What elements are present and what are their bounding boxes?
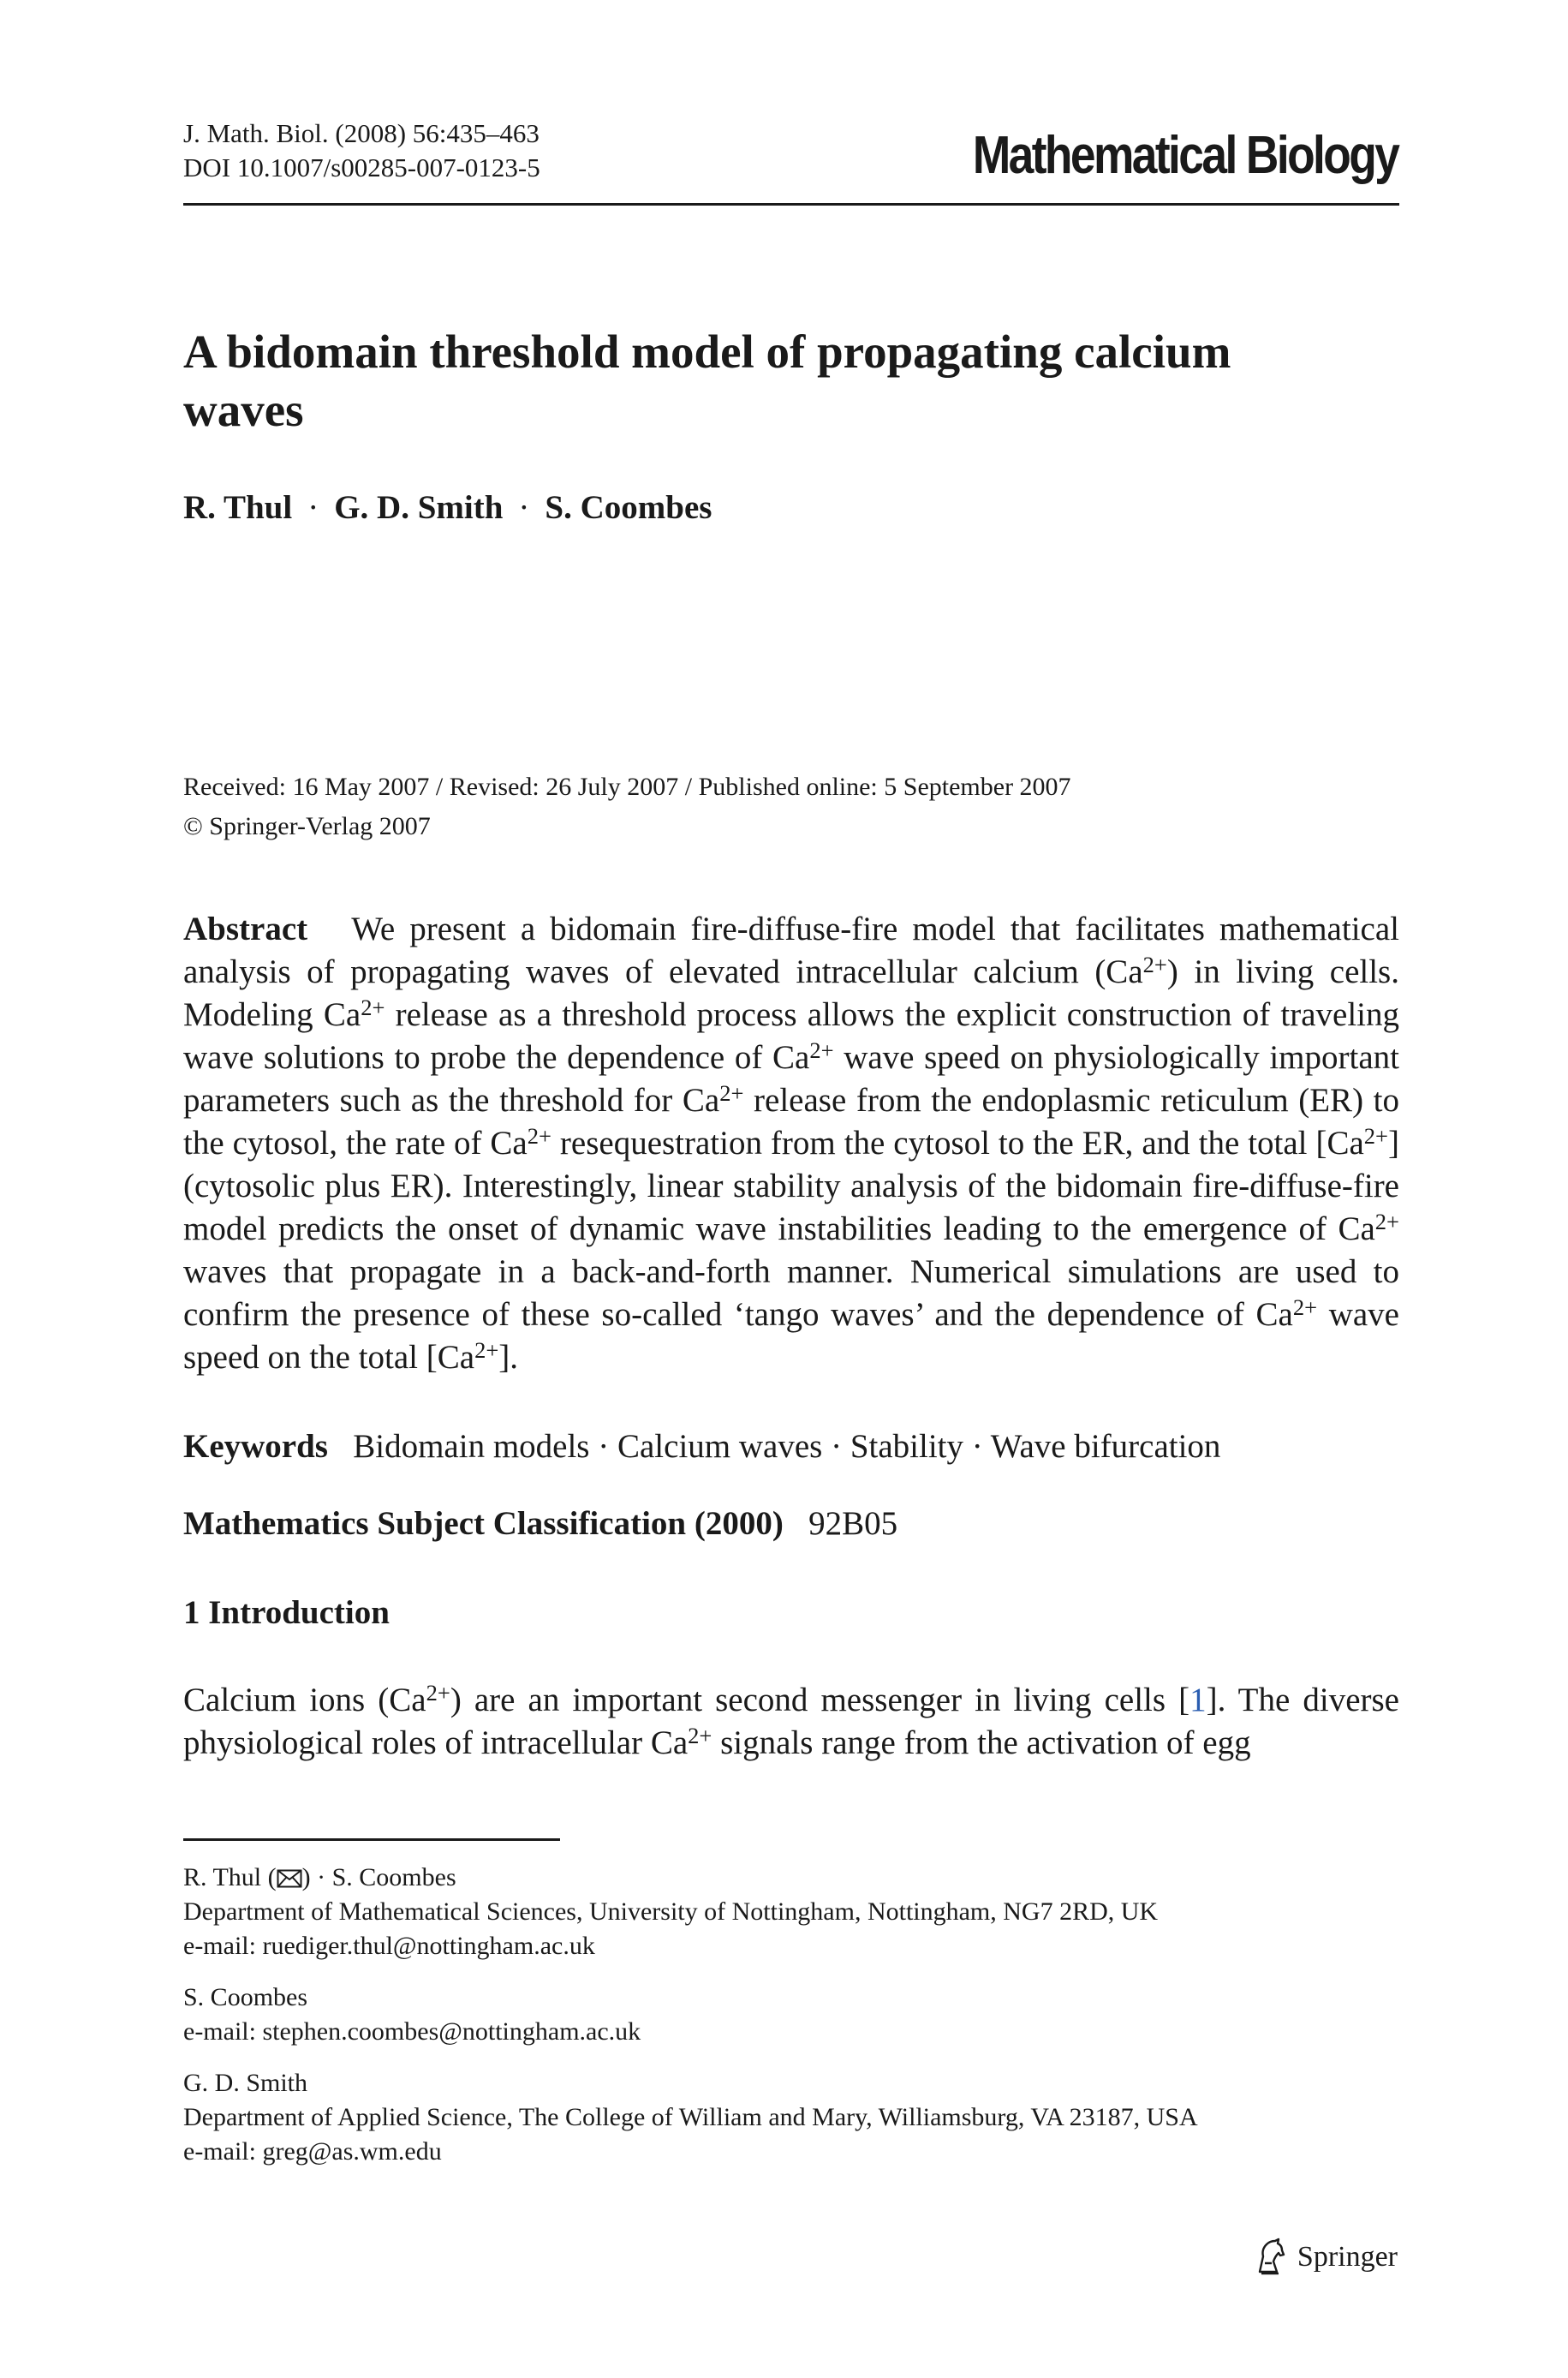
intro-text: Calcium ions (Ca [183,1682,426,1718]
subject-classification [183,1503,1399,1545]
email: e-mail: greg@as.wm.edu [183,2137,442,2166]
received-revised-published: Received: 16 May 2007 / Revised: 26 July 2007 / Published online: 5 September 2007 [183,773,1071,801]
superscript: 2+ [426,1680,450,1706]
abstract-text: We present a bidomain fire-diffuse-fire model that facilitates mathematical analysis of propagating waves of elevated intracellular calcium (Ca [183,911,1399,990]
superscript: 2+ [361,995,385,1021]
paper-title: A bidomain threshold model of propagating calcium waves [183,326,1231,436]
publisher-name: Springer [1297,2241,1398,2273]
abstract-text: ) in living cells. Modeling Ca [183,953,1399,1033]
author-name: R. Thul [183,489,293,526]
author-separator: · [307,489,319,526]
author-name: G. D. Smith [334,489,504,526]
abstract-text: wave speed on the total [Ca [183,1296,1399,1376]
keywords [183,1425,1399,1468]
footnote-authors [183,1861,1158,1895]
keywords-text: Bidomain models · Calcium waves · Stability · Wave bifurcation [353,1428,1221,1465]
envelope-icon [277,1869,302,1888]
keywords-label: Keywords [183,1428,328,1465]
footnote-text: R. Thul ( [183,1863,277,1891]
superscript: 2+ [1374,1209,1399,1235]
abstract-text: ] (cytosolic plus ER). Interestingly, linear stability analysis of the bidomain fire-diffuse-fire model predicts the onset of dynamic wave instabilities leading to the emergence of Ca [183,1125,1400,1247]
footnote-author: G. D. Smith [183,2069,308,2097]
citation-link[interactable]: 1 [1189,1682,1207,1718]
superscript: 2+ [527,1123,551,1150]
author-list [183,488,712,527]
intro-text: signals range from the activation of egg [712,1724,1251,1761]
superscript: 2+ [1292,1294,1318,1321]
intro-text: ]. The diverse physiological roles of intracellular Ca [183,1682,1399,1761]
email: e-mail: ruediger.thul@nottingham.ac.uk [183,1932,595,1960]
affiliation: Department of Applied Science, The College of William and Mary, Williamsburg, VA 23187, USA [183,2103,1198,2131]
abstract-text: resequestration from the cytosol to the ER, and the total [Ca [551,1125,1364,1162]
abstract [183,908,1399,1379]
section-heading: 1 Introduction [183,1594,390,1631]
footnote-affiliation [183,1981,641,2049]
intro-text: ) are an important second messenger in living cells [ [450,1682,1190,1718]
footnote-affiliation [183,1861,1158,1963]
journal-citation: J. Math. Biol. (2008) 56:435–463 [183,118,540,148]
msc-label: Mathematics Subject Classification (2000) [183,1505,784,1542]
springer-horse-icon [1253,2238,1289,2277]
header-rule [183,203,1399,206]
abstract-text: release as a threshold process allows the explicit construction of traveling wave solutions to probe the dependence of Ca [183,996,1400,1076]
superscript: 2+ [1142,952,1167,978]
author-name: S. Coombes [545,489,712,526]
publication-history [183,768,1071,846]
author-separator: · [518,489,530,526]
abstract-text: wave speed on physiologically important parameters such as the threshold for Ca [183,1039,1399,1119]
abstract-label: Abstract [183,911,308,947]
superscript: 2+ [474,1337,499,1364]
superscript: 2+ [809,1037,834,1064]
abstract-text: waves that propagate in a back-and-forth manner. Numerical simulations are used to confirm the presence of these so-called ‘tango waves’ and the dependence of Ca [183,1253,1399,1333]
introduction-text [183,1679,1399,1765]
superscript: 2+ [719,1080,744,1107]
footnote-affiliation [183,2066,1198,2169]
affiliation: Department of Mathematical Sciences, University of Nottingham, Nottingham, NG7 2RD, UK [183,1897,1159,1926]
doi: DOI 10.1007/s00285-007-0123-5 [183,152,540,182]
superscript: 2+ [688,1723,712,1749]
publisher-logo [1253,2238,1398,2277]
msc-code: 92B05 [808,1505,898,1542]
footnote-text: ) · S. Coombes [301,1863,456,1891]
abstract-text: release from the endoplasmic reticulum (ER) to the cytosol, the rate of Ca [183,1082,1399,1162]
running-header-citation [183,117,540,185]
footnote-author: S. Coombes [183,1983,308,2011]
superscript: 2+ [1363,1123,1389,1150]
copyright: © Springer-Verlag 2007 [183,812,431,840]
footnote-rule [183,1838,560,1841]
abstract-text: ]. [498,1339,519,1376]
email: e-mail: stephen.coombes@nottingham.ac.uk [183,2017,641,2046]
journal-title: Mathematical Biology [972,126,1398,185]
